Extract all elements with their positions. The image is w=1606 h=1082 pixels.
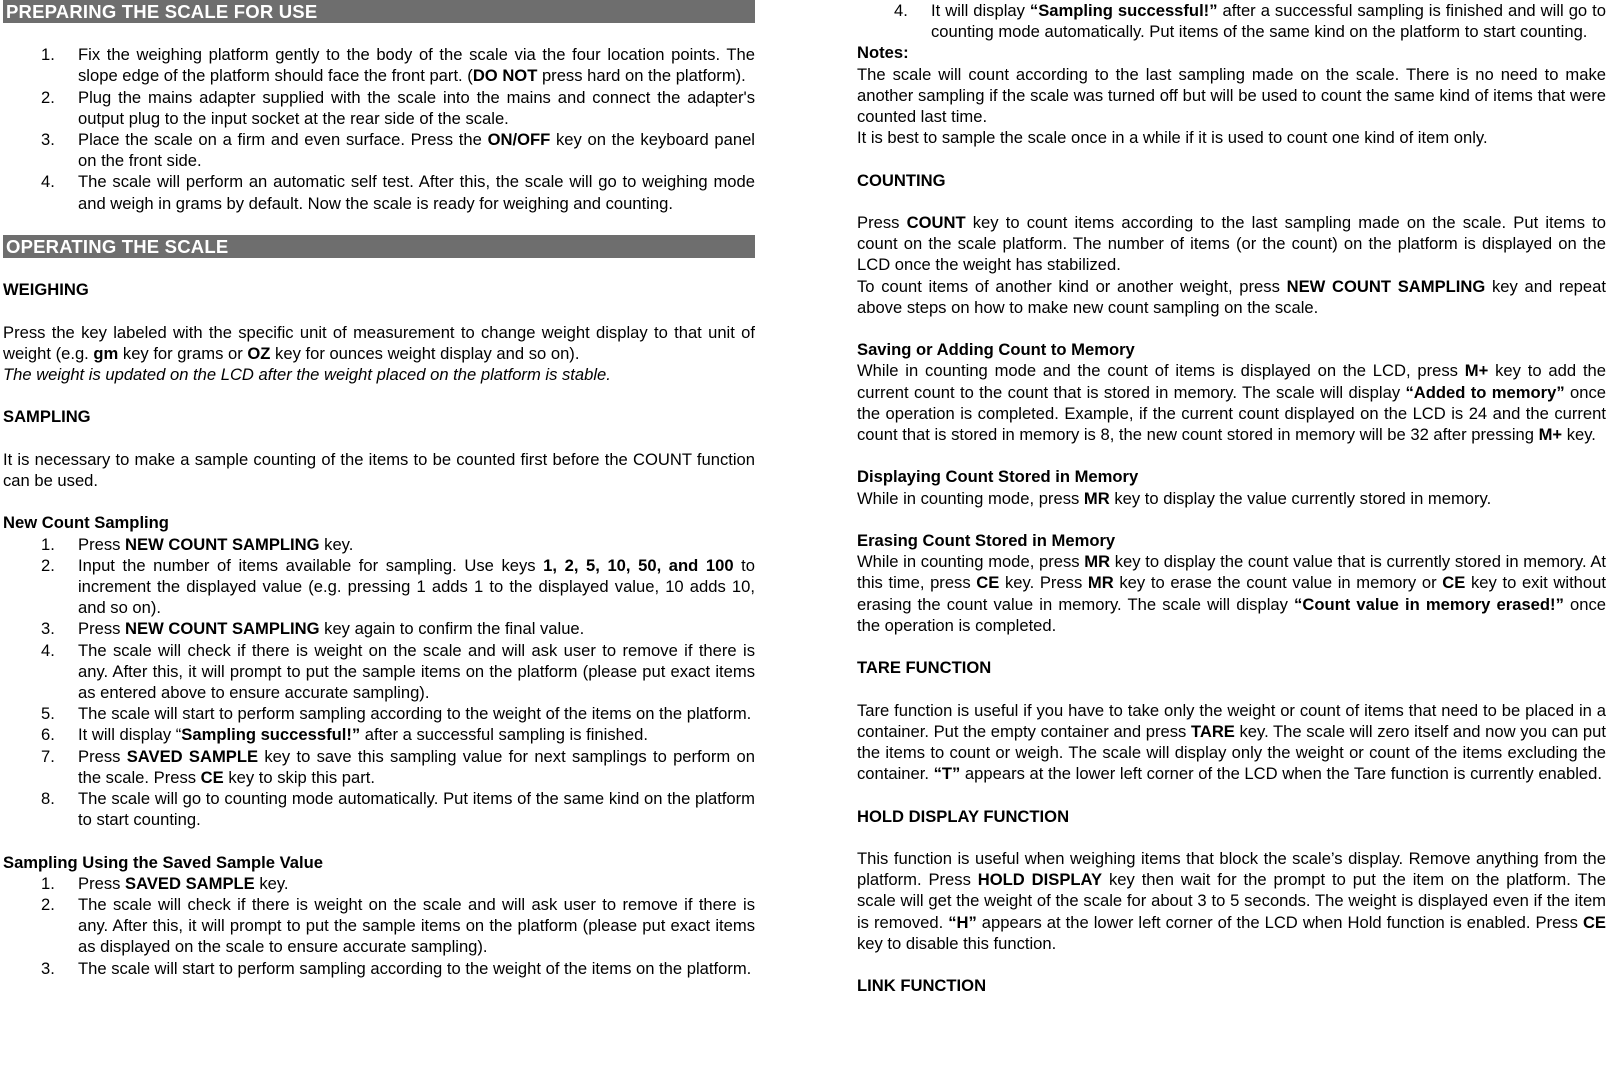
- weighing-paragraph: Press the key labeled with the specific unit of measurement to change weight display to that unit of weight (e.g. gm key for grams or OZ key for ounces weight display and so on).: [3, 322, 755, 363]
- notes-paragraph-1: The scale will count according to the last sampling made on the scale. There is no need to make another sampling if the scale was turned off but will be used to count the same kind of items that were counted last time.: [857, 64, 1606, 127]
- left-column: [3, 0, 755, 979]
- erasing-title: Erasing Count Stored in Memory: [857, 531, 1116, 550]
- saved-sample-title: Sampling Using the Saved Sample Value: [3, 852, 323, 872]
- list-item: 1. Press NEW COUNT SAMPLING key.: [41, 534, 354, 554]
- weighing-note: The weight is updated on the LCD after the weight placed on the platform is stable.: [3, 364, 611, 384]
- hold-title: HOLD DISPLAY FUNCTION: [857, 806, 1070, 826]
- erasing-paragraph: While in counting mode, press MR key to display the count value that is currently stored in memory. At this time, press CE key. Press MR key to erase the count value in memory or CE key to exit without erasing the count value in memory. The scale will display “Count value in memory erased!” once the operation is completed.: [857, 552, 1606, 635]
- list-item: 3. The scale will start to perform sampling according to the weight of the items on the platform.: [41, 958, 752, 978]
- list-item: 2. Plug the mains adapter supplied with the scale into the mains and connect the adapter's output plug to the input socket at the rear side of the scale.: [41, 87, 755, 128]
- section-header-operating: OPERATING THE SCALE: [3, 235, 755, 258]
- list-item: 7. Press SAVED SAMPLE key to save this sampling value for next samplings to perform on the scale. Press CE key to skip this part.: [41, 746, 755, 787]
- tare-paragraph: Tare function is useful if you have to take only the weight or count of items that need to be placed in a container. Put the empty container and press TARE key. The scale will zero itself and now you can put the items to count or weigh. The scale will display only the weight or count of the items excluding the container. “T” appears at the lower left corner of the LCD when the Tare function is currently enabled.: [857, 700, 1606, 784]
- counting-title: COUNTING: [857, 170, 946, 190]
- right-column: [857, 0, 1606, 996]
- list-item: 2. Input the number of items available for sampling. Use keys 1, 2, 5, 10, 50, and 100 to increment the displayed value (e.g. pressing 1 adds 1 to the displayed value, 10 adds 10, and so on).: [41, 555, 755, 618]
- saving-title: Saving or Adding Count to Memory: [857, 340, 1135, 360]
- list-item: 1. Fix the weighing platform gently to the body of the scale via the four location points. The slope edge of the platform should face the front part. (DO NOT press hard on the platform).: [41, 45, 755, 86]
- sampling-paragraph: It is necessary to make a sample counting of the items to be counted first before the COUNT function can be used.: [3, 449, 755, 490]
- displaying-title: Displaying Count Stored in Memory: [857, 467, 1139, 487]
- hold-paragraph: This function is useful when weighing items that block the scale’s display. Remove anything from the platform. Press HOLD DISPLAY key then wait for the prompt to put the item on the platform. The scale will get the weight of the scale for about 3 to 5 seconds. The weight is displayed even if the item is removed. “H” appears at the lower left corner of the LCD when Hold function is enabled. Press CE key to disable this function.: [857, 848, 1606, 953]
- new-count-sampling-title: New Count Sampling: [3, 513, 169, 533]
- list-item: 2. The scale will check if there is weight on the scale and will ask user to remove if there is any. After this, it will prompt to put the sample items on the platform (please put exact items as displayed on the scale to ensure accurate sampling).: [41, 895, 755, 957]
- list-item: 5. The scale will start to perform sampling according to the weight of the items on the platform.: [41, 704, 752, 724]
- weighing-title: WEIGHING: [3, 280, 89, 300]
- list-item: 1. Press SAVED SAMPLE key.: [41, 873, 289, 893]
- list-item: 4. It will display “Sampling successful!” after a successful sampling is finished and will go to counting mode automatically. Put items of the same kind on the platform to start counting.: [894, 1, 1606, 42]
- counting-paragraph-1: Press COUNT key to count items according to the last sampling made on the scale. Put items to count on the scale platform. The number of items (or the count) on the platform is displayed on the LCD once the weight has stabilized.: [857, 213, 1606, 275]
- list-item: 3. Place the scale on a firm and even surface. Press the ON/OFF key on the keyboard panel on the front side.: [41, 130, 755, 171]
- list-item: 4. The scale will perform an automatic self test. After this, the scale will go to weighing mode and weigh in grams by default. Now the scale is ready for weighing and counting.: [41, 172, 755, 213]
- notes-title: Notes:: [857, 43, 909, 63]
- section-header-preparing: PREPARING THE SCALE FOR USE: [3, 0, 755, 23]
- list-item: 4. The scale will check if there is weight on the scale and will ask user to remove if there is any. After this, it will prompt to put the sample items on the platform (please put exact items as entered above to ensure accurate sampling).: [41, 640, 755, 702]
- sampling-title: SAMPLING: [3, 407, 91, 427]
- list-item: 8. The scale will go to counting mode automatically. Put items of the same kind on the platform to start counting.: [41, 789, 755, 830]
- list-item: 3. Press NEW COUNT SAMPLING key again to confirm the final value.: [41, 619, 585, 639]
- tare-title: TARE FUNCTION: [857, 658, 992, 678]
- counting-paragraph-2: To count items of another kind or another weight, press NEW COUNT SAMPLING key and repeat above steps on how to make new count sampling on the scale.: [857, 276, 1606, 317]
- list-item: 6. It will display “Sampling successful!” after a successful sampling is finished.: [41, 725, 648, 745]
- saved-sample-steps-continued: [857, 0, 1606, 42]
- notes-paragraph-2: It is best to sample the scale once in a while if it is used to count one kind of item only.: [857, 128, 1488, 148]
- new-count-sampling-steps: [3, 534, 755, 831]
- displaying-paragraph: While in counting mode, press MR key to display the value currently stored in memory.: [857, 488, 1492, 508]
- saving-paragraph: While in counting mode and the count of items is displayed on the LCD, press M+ key to add the current count to the count that is stored in memory. The scale will display “Added to memory” once the operation is completed. Example, if the current count displayed on the LCD is 24 and the current count that is stored in memory is 8, the new count stored in memory will be 32 after pressing M+ key.: [857, 361, 1606, 445]
- saved-sample-steps: [3, 873, 755, 979]
- preparing-steps-list: [3, 44, 755, 214]
- link-title: LINK FUNCTION: [857, 976, 987, 996]
